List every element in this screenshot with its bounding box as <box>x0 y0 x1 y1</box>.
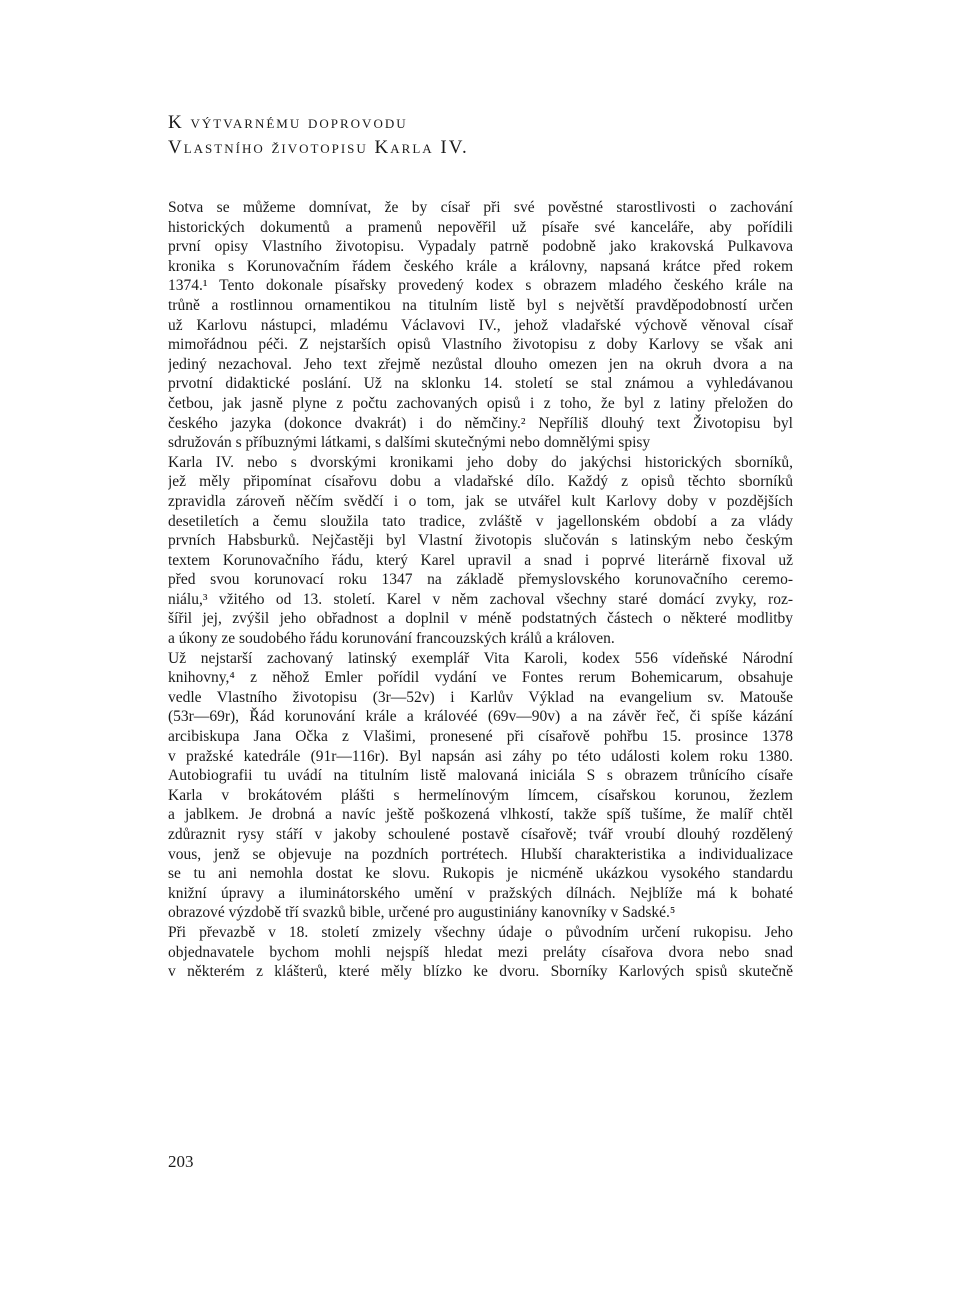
text-line: Už nejstarší zachovaný latinský exemplář Vita Karoli, kodex 556 vídeňské Národní <box>168 649 793 667</box>
text-line: zdůraznit rysy stáří v jakoby schoulené postavě císařově; tvář vroubí dlouhý rozdělený <box>168 826 793 843</box>
text-line: Autobiografii tu uvádí na titulním listě malovaná iniciála S s obrazem trůnícího císaře <box>168 767 793 785</box>
text-line: vedle Vlastního životopisu (3r—52v) i Karlův Výklad na evangelium sv. Matouše <box>168 688 793 706</box>
page-number: 203 <box>168 1152 194 1171</box>
text-line: prvotní didaktické poslání. Už na sklonku 14. století se stal známou a vyhledávanou <box>168 375 793 393</box>
text-line: Při převazbě v 18. století zmizely všechny údaje o původním určení rukopisu. Jeho <box>168 923 793 941</box>
text-line: šířil jej, zvýšil jeho obřadnost a doplnil v méně podstatných částech o některé modlitby <box>168 610 793 628</box>
text-line: a úkony ze soudobého řádu korunování francouzských králů a královen. <box>168 630 615 648</box>
text-line: niálu,³ vžitého od 13. století. Karel v něm zachoval všechny staré domácí zvyky, roz- <box>168 590 793 608</box>
text-line: mimořádnou péči. Z nejstarších opisů Vlastního životopisu z doby Karlovy se však ani <box>168 336 793 354</box>
text-line: českého jazyka (dokonce dvakrát) i do němčiny.² Nepříliš dlouhý text Životopisu byl <box>168 414 793 432</box>
text-line: prvních Habsburků. Nejčastěji byl Vlastní životopis slučován s latinským nebo českým <box>168 532 793 550</box>
text-line: textem Korunovačního řádu, který Karel upravil a snad i poprvé literárně fixoval už <box>168 551 793 569</box>
text-line: obrazové výzdobě tří svazků bible, určené pro augustiniány kanovníky v Sadské.⁵ <box>168 904 676 922</box>
text-line: (53r—69r), Řád korunování krále a královéé (69v—90v) a na závěr řeč, či spíše kázání <box>168 708 793 726</box>
text-line: před svou korunovací roku 1347 na základě přemyslovského korunovačního ceremo- <box>168 571 793 589</box>
text-line: vous, jenž se objevuje na pozdních portrétech. Hlubší charakteristika a individualizace <box>168 845 793 863</box>
text-line: Sotva se můžeme domnívat, že by císař při své pověstné starostlivosti o zachování <box>168 199 793 216</box>
text-line: Karla IV. nebo s dvorskými kronikami jeho doby do jakýchsi historických sborníků, <box>168 453 793 471</box>
text-line: kronika s Korunovačním řádem českého krále a královny, napsaná krátce před rokem <box>168 257 793 275</box>
text-line: jež měly připomínat císařovu dobu a vladařské dílo. Každý z opisů těchto sborníků <box>168 473 793 491</box>
text-line: historických dokumentů a pramenů nepověřil už písaře své kanceláře, aby pořídili <box>168 218 793 236</box>
text-line: objednavatele bychom mohli nejspíš hledat mezi preláty císařova dvora nebo snad <box>168 943 793 961</box>
text-line: 1374.¹ Tento dokonale písařsky provedený kodex s obrazem mladého českého krále na <box>168 277 793 295</box>
text-line: jediný nezachoval. Jeho text zřejmě nezůstal dlouho omezen jen na okruh dvora a na <box>168 355 793 373</box>
text-line: sdružován s příbuznými látkami, s dalšími skutečnými nebo domnělými spisy <box>168 434 651 452</box>
text-line: zpravidla zároveň něčím svědčí i o tom, jak se utvářel kult Karlovy doby v pozdějších <box>168 492 793 510</box>
text-line: už Karlovu nástupci, mladému Václavovi IV., jehož vladařské výchově věnoval císař <box>168 316 793 334</box>
text-line: Karla v brokátovém plášti s hermelínovým límcem, císařskou korunou, žezlem <box>168 786 793 804</box>
text-line: arcibiskupa Jana Očka z Vlašimi, pronesené při císařově pohřbu 15. prosince 1378 <box>168 728 793 746</box>
text-line: knihovny,⁴ z něhož Emler pořídil vydání ve Fontes rerum Bohemicarum, obsahuje <box>168 669 793 687</box>
text-line: se tu ani nemohla dostat ke slovu. Rukopis je nicméně ukázkou vysokého standardu <box>168 865 793 883</box>
text-line: první opisy Vlastního životopisu. Vypadaly patrně podobně jako krakovská Pulkavova <box>168 238 793 256</box>
text-line: desetiletích a čemu sloužila tato tradice, zvláště v jagellonském období a za vlády <box>168 512 793 530</box>
text-line: v některém z klášterů, které měly blízko ke dvoru. Sborníky Karlových spisů skutečně <box>168 963 793 981</box>
text-line: knižní úpravy a iluminátorského umění v pražských dílnách. Nejblíže má k bohaté <box>168 884 793 902</box>
text-line: a jablkem. Je drobná a navíc ještě poškozená vlhkostí, takže spíš tušíme, že malíř chtěl <box>168 806 793 824</box>
text-line: četbou, jak jasně plyne z počtu zachovaných opisů i z toho, že byl z latiny přeložen do <box>168 394 793 412</box>
text-line: trůně a rostlinnou ornamentikou na titulním listě byl s největší pravděpodobností určen <box>168 296 793 314</box>
heading-line-2: Vlastního životopisu Karla IV. <box>168 137 469 158</box>
text-line: v pražské katedrále (91r—116r). Byl napsán asi záhy po této události kolem roku 1380. <box>168 747 793 765</box>
heading-line-1: K výtvarnému doprovodu <box>168 112 408 133</box>
body-paragraphs <box>168 198 793 982</box>
chapter-heading <box>168 110 808 160</box>
